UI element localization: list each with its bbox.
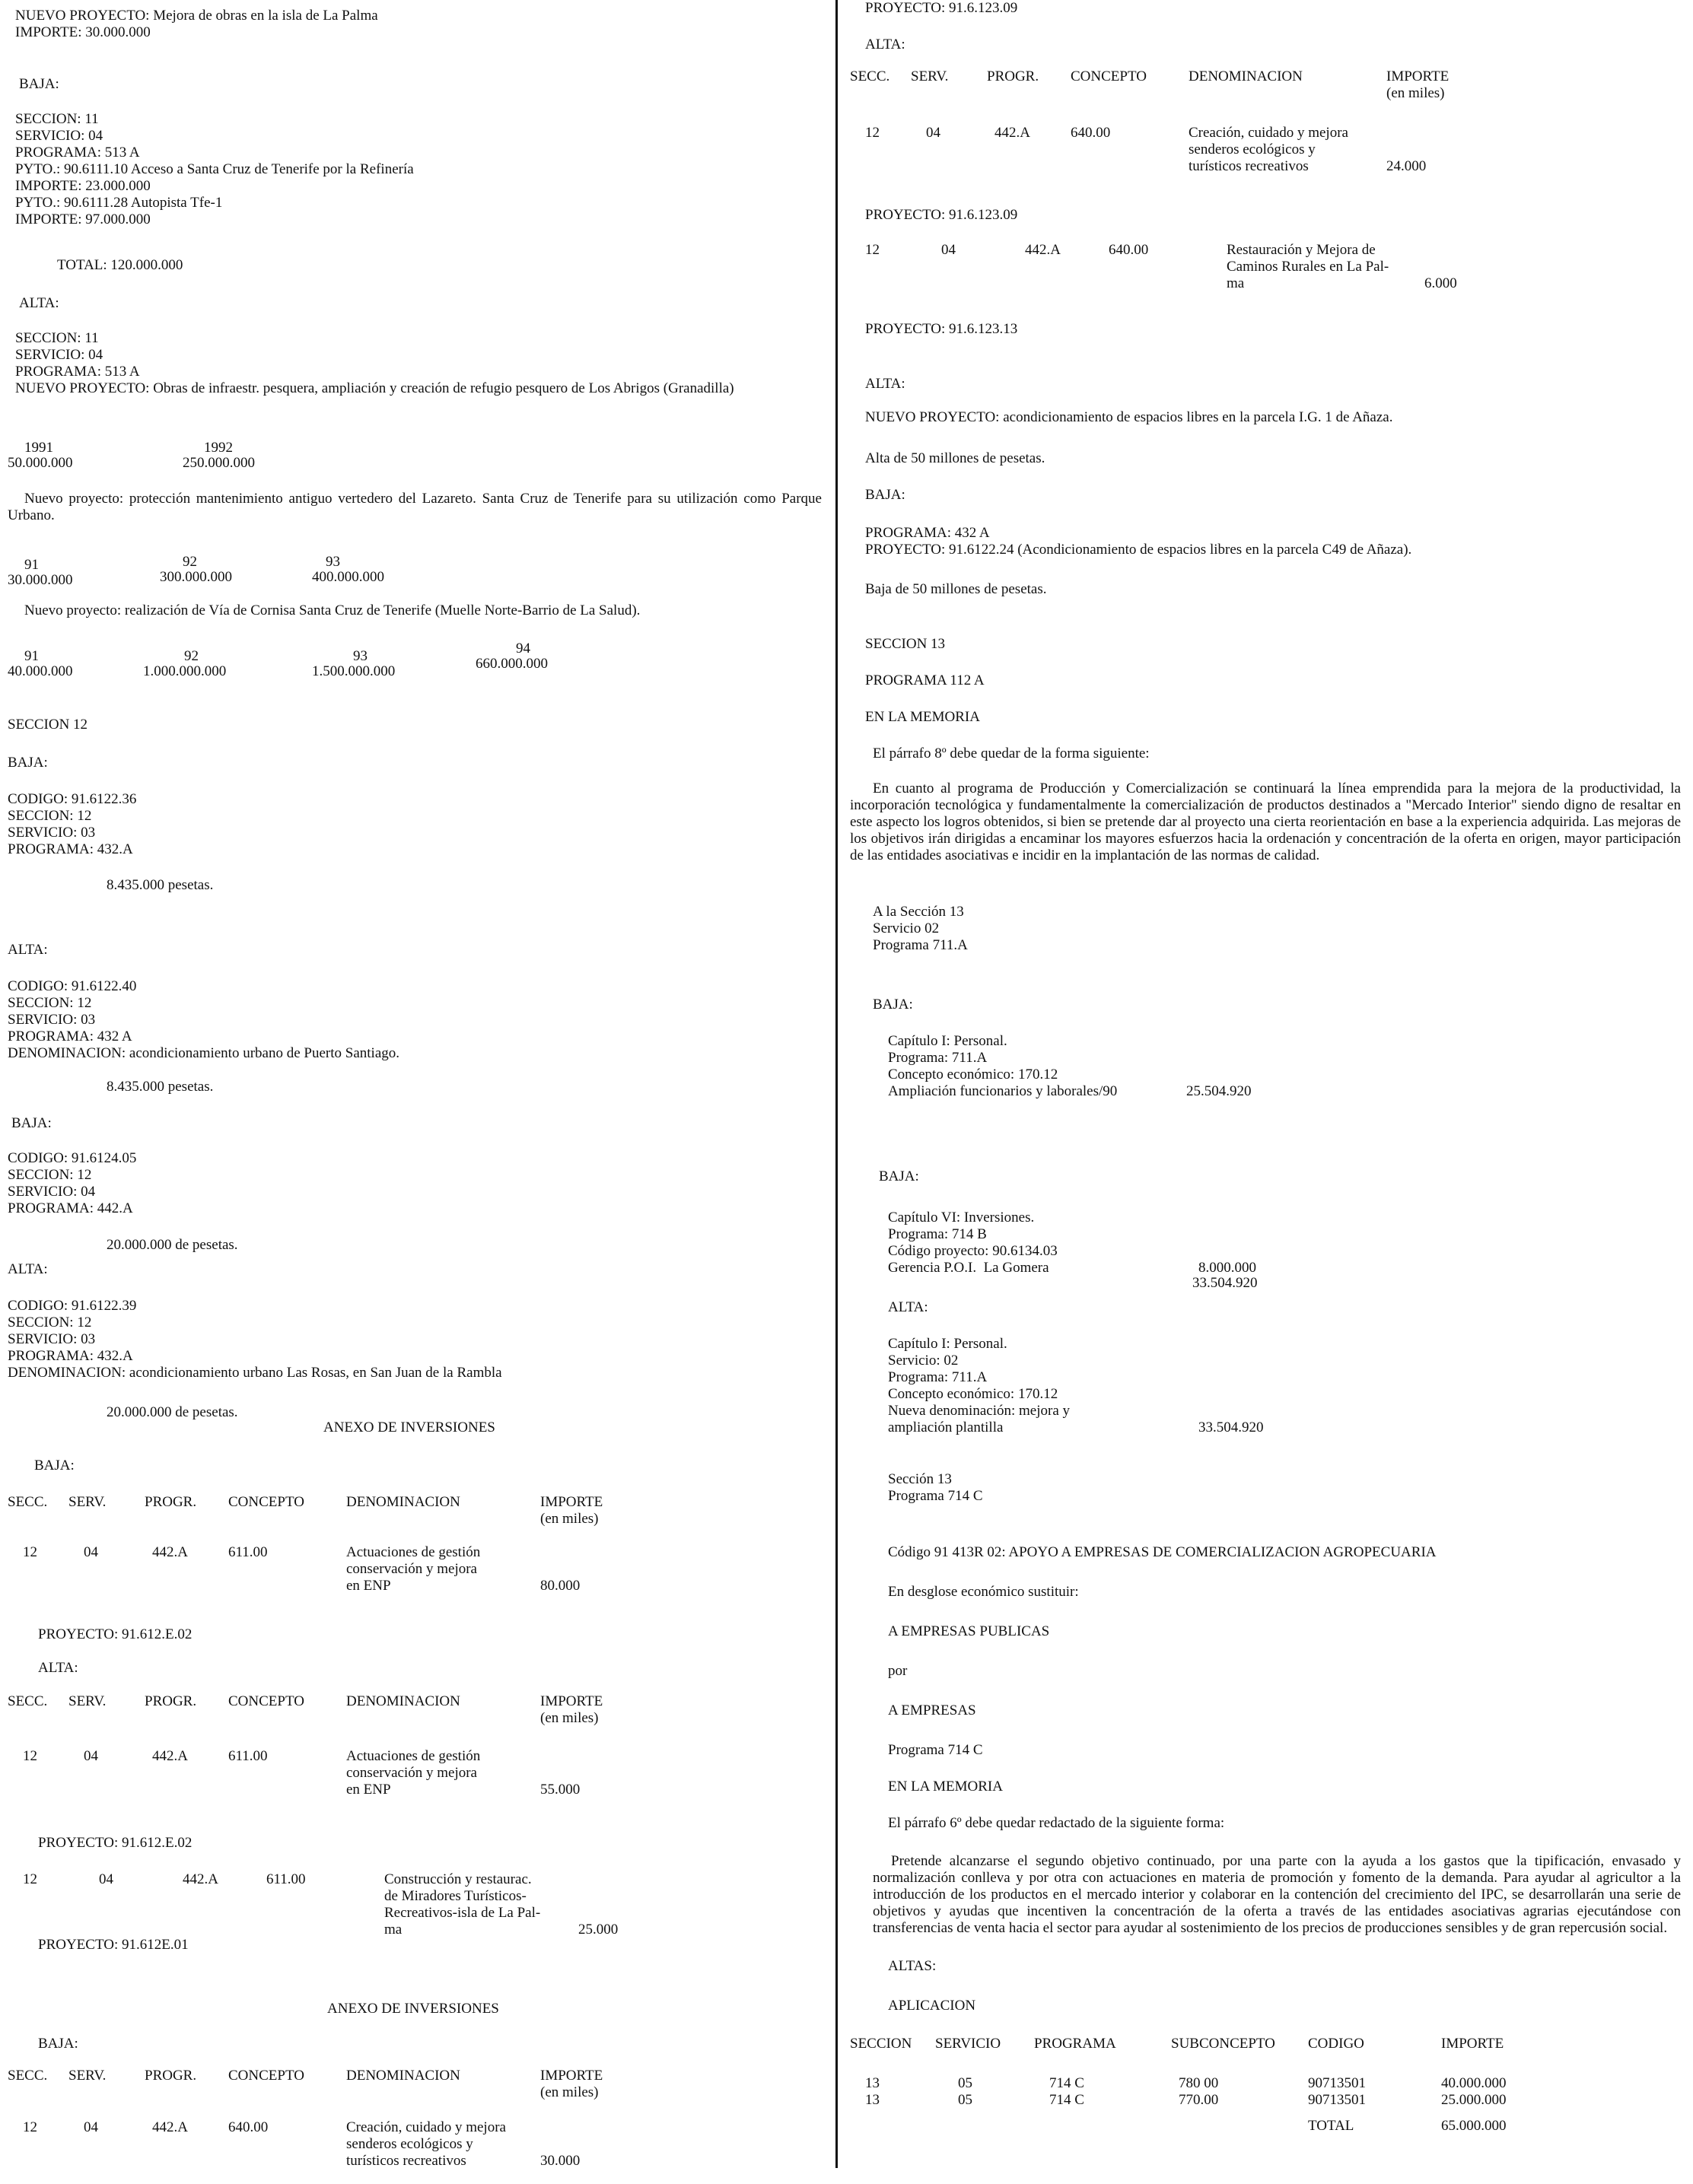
baja-line: IMPORTE: 23.000.000 (15, 178, 151, 194)
year-amount: 30.000.000 (8, 572, 73, 588)
total-value: 65.000.000 (1441, 2118, 1507, 2134)
memoria-heading: EN LA MEMORIA (888, 1779, 1003, 1795)
baja-line: CODIGO: 91.6124.05 (8, 1150, 137, 1166)
alta-line: SERVICIO: 03 (8, 1331, 96, 1347)
anaza-alta-line: NUEVO PROYECTO: acondicionamiento de espacios libres en la parcela I.G. 1 de Añaza. (865, 409, 1393, 425)
amount-line: 8.435.000 pesetas. (107, 1079, 214, 1095)
baja-line: PROGRAMA: 432.A (8, 841, 133, 857)
alta-line: SERVICIO: 03 (8, 1012, 96, 1028)
baja-line: PYTO.: 90.6111.28 Autopista Tfe-1 (15, 195, 223, 211)
baja-heading: BAJA: (19, 76, 59, 92)
amount-line: 20.000.000 de pesetas. (107, 1404, 238, 1420)
proyecto-line: PROYECTO: 91.612.E.02 (38, 1835, 193, 1851)
year-amount: 250.000.000 (183, 455, 255, 471)
anaza-alta-amount: Alta de 50 millones de pesetas. (865, 450, 1045, 466)
baja-heading: BAJA: (11, 1115, 52, 1131)
alta-line: SERVICIO: 04 (15, 347, 103, 363)
baja-line: Programa: 714 B (888, 1226, 987, 1242)
year-amount: 50.000.000 (8, 455, 73, 471)
header-subconcepto: SUBCONCEPTO (1171, 2036, 1275, 2052)
header-importe: IMPORTE (1441, 2036, 1504, 2052)
header-codigo: CODIGO (1308, 2036, 1364, 2052)
alta-line: Nueva denominación: mejora y (888, 1403, 1071, 1419)
aplicacion-table (850, 2036, 1555, 2135)
alta-line: PROGRAMA: 432 A (8, 1028, 132, 1044)
proyecto-line: PROYECTO: 91.6.123.09 (865, 0, 1018, 16)
investment-table-alta: SECC. SERV. PROGR. CONCEPTO DENOMINACION IMPORTE (en miles) 12 04 442.A 611.00 Actuaciones de gestión conservación y mejora en ENP 55.000 (8, 1693, 639, 1798)
total-label: TOTAL (1308, 2118, 1354, 2134)
alta-heading: ALTA: (38, 1660, 78, 1676)
alta-heading: ALTA: (865, 376, 905, 392)
header-importe: IMPORTE (en miles) (540, 1494, 603, 1527)
year-label: 91 (24, 557, 39, 573)
baja-line: SECCION: 11 (15, 111, 99, 127)
proyecto-line: PROYECTO: 91.612.E.02 (38, 1626, 193, 1642)
cornisa-paragraph: Nuevo proyecto: realización de Vía de Cornisa Santa Cruz de Tenerife (Muelle Norte-Barrio de La Salud). (24, 602, 641, 618)
section-line: Programa 714 C (888, 1488, 983, 1504)
year-amount: 300.000.000 (160, 569, 232, 585)
section-heading: SECCION 13 (865, 636, 946, 652)
paragraph-8: En cuanto al programa de Producción y Comercialización se continuará la línea emprendida para la mejora de la productividad, la incorporación tecnológica y fundamentalmente la comercialización de productos destinados a "Mercado Interior" siendo digno de resaltar en este aspecto los logros obtenidos, si bien se pretende dar al proyecto una cierta reorientación en base a la experiencia adquirida. Las mejoras de los objetivos irán dirigidas a encaminar los mayores esfuerzos hacia la ordenación y concentración de la oferta en origen, mayor participación de las entidades asociativas e incidir en la implantación de las normas de calidad. (850, 780, 1681, 863)
header-serv: SERV. (68, 1494, 107, 1510)
alta-line: DENOMINACION: acondicionamiento urbano de Puerto Santiago. (8, 1045, 400, 1061)
alta-heading: ALTA: (8, 1261, 48, 1277)
baja-line: SECCION: 12 (8, 1167, 92, 1183)
section-line: Sección 13 (888, 1471, 952, 1487)
investment-table-alta-right-2 (850, 242, 1523, 292)
baja-line: SERVICIO: 03 (8, 825, 96, 841)
table-row: 12 04 442.A 611.00 Construcción y restaurac. de Miradores Turísticos- Recreativos-isla de La Pal- ma 25.000 (23, 1871, 619, 1938)
alta-heading: ALTA: (888, 1299, 928, 1315)
baja-amount-total: 33.504.920 (1192, 1275, 1258, 1291)
section-line: A la Sección 13 (873, 904, 964, 920)
memoria-heading: EN LA MEMORIA (865, 709, 980, 725)
section-heading: SECCION 12 (8, 717, 88, 733)
total-row (850, 2118, 1555, 2135)
baja-heading: BAJA: (8, 755, 48, 771)
year-amount: 1.000.000.000 (143, 663, 227, 679)
proyecto-line: PROYECTO: 91.612E.01 (38, 1937, 189, 1953)
lazareto-paragraph: Nuevo proyecto: protección mantenimiento antiguo vertedero del Lazareto. Santa Cruz de Tenerife para su utilización como Parque Urbano. (8, 491, 822, 523)
baja-heading: BAJA: (865, 487, 905, 503)
table-row: 12 04 442.A 611.00 Actuaciones de gestión conservación y mejora en ENP 55.000 (23, 1748, 581, 1798)
alta-heading: ALTA: (8, 942, 48, 958)
baja-heading: BAJA: (873, 997, 913, 1013)
alta-line: SECCION: 12 (8, 995, 92, 1011)
baja-line: Programa: 711.A (888, 1050, 988, 1066)
program-heading: Programa 714 C (888, 1742, 983, 1758)
header-seccion: SECCION (850, 2036, 912, 2052)
alta-line: SECCION: 11 (15, 330, 99, 346)
column-divider (835, 0, 838, 2168)
table-row: 12 04 442.A 640.00 Creación, cuidado y mejora senderos ecológicos y turísticos recreativos 24.000 (865, 125, 1427, 174)
year-amount: 660.000.000 (476, 656, 548, 672)
year-label: 91 (24, 648, 39, 664)
year-label: 93 (353, 648, 368, 664)
baja-amount: 25.504.920 (1186, 1083, 1252, 1099)
year-label: 1991 (24, 440, 53, 456)
baja-line: IMPORTE: 97.000.000 (15, 211, 151, 227)
anaza-baja-line: PROGRAMA: 432 A (865, 525, 990, 541)
baja-line: Concepto económico: 170.12 (888, 1067, 1058, 1082)
anexo-heading: ANEXO DE INVERSIONES (323, 1419, 495, 1435)
codigo-heading: Código 91 413R 02: APOYO A EMPRESAS DE COMERCIALIZACION AGROPECUARIA (888, 1544, 1437, 1560)
alta-line: Capítulo I: Personal. (888, 1336, 1007, 1352)
investment-table-alta-right: SECC. SERV. PROGR. CONCEPTO DENOMINACION IMPORTE (en miles) 12 04 442.A 640.00 Creación, cuidado y mejora senderos ecológicos y turísticos recreativos 24.000 (850, 68, 1485, 175)
baja-line: Ampliación funcionarios y laborales/90 (888, 1083, 1118, 1099)
alta-line: ampliación plantilla (888, 1419, 1004, 1435)
altas-heading: ALTAS: (888, 1958, 937, 1974)
empresas-line: A EMPRESAS (888, 1702, 976, 1718)
investment-table-baja-2: SECC. SERV. PROGR. CONCEPTO DENOMINACION IMPORTE (en miles) 12 04 442.A 640.00 Creación, cuidado y mejora senderos ecológicos y turísticos recreativos 30.000 (8, 2068, 639, 2170)
table-row: 12 04 442.A 640.00 Restauración y Mejora de Caminos Rurales en La Pal- ma 6.000 (865, 242, 1457, 291)
baja-line: SERVICIO: 04 (15, 128, 103, 144)
baja-line: SECCION: 12 (8, 808, 92, 824)
baja-line: PROGRAMA: 513 A (15, 145, 140, 161)
header-servicio: SERVICIO (935, 2036, 1001, 2052)
baja-line: PYTO.: 90.6111.10 Acceso a Santa Cruz de Tenerife por la Refinería (15, 161, 414, 177)
alta-line: Programa: 711.A (888, 1369, 988, 1385)
year-label: 93 (326, 554, 340, 570)
baja-line: SERVICIO: 04 (8, 1184, 96, 1200)
nuevo-proyecto-abrigos: NUEVO PROYECTO: Obras de infraestr. pesquera, ampliación y creación de refugio pesquero de Los Abrigos (Granadilla) (15, 380, 734, 396)
program-heading: PROGRAMA 112 A (865, 672, 985, 688)
header-concepto: CONCEPTO (228, 1494, 304, 1510)
baja-heading: BAJA: (879, 1168, 919, 1184)
anaza-baja-line: PROYECTO: 91.6122.24 (Acondicionamiento de espacios libres en la parcela C49 de Añaza). (865, 542, 1412, 558)
anexo-heading: ANEXO DE INVERSIONES (327, 2001, 499, 2017)
table-row: 12 04 442.A 640.00 Creación, cuidado y mejora senderos ecológicos y turísticos recreativos 30.000 (23, 2119, 581, 2169)
table-row: 12 04 442.A 611.00 Actuaciones de gestión conservación y mejora en ENP 80.000 (23, 1544, 581, 1594)
table-row: 13 05 714 C 780 00 90713501 40.000.000 (865, 2075, 1507, 2091)
baja-line: CODIGO: 91.6122.36 (8, 791, 137, 807)
proyecto-line: PROYECTO: 91.6.123.13 (865, 321, 1018, 337)
section-line: Servicio 02 (873, 920, 940, 936)
year-amount: 40.000.000 (8, 663, 73, 679)
baja-heading: BAJA: (34, 1458, 75, 1473)
desglose-line: En desglose económico sustituir: (888, 1584, 1079, 1600)
aplicacion-heading: APLICACION (888, 1998, 976, 2014)
baja-heading: BAJA: (38, 2036, 78, 2052)
section-line: Programa 711.A (873, 937, 968, 953)
year-label: 94 (516, 641, 530, 656)
baja-amount: 8.000.000 (1198, 1260, 1256, 1276)
amount-line: 20.000.000 de pesetas. (107, 1237, 238, 1253)
year-amount: 1.500.000.000 (312, 663, 396, 679)
alta-heading: ALTA: (865, 37, 905, 52)
alta-line: CODIGO: 91.6122.39 (8, 1298, 137, 1314)
proyecto-line: PROYECTO: 91.6.123.09 (865, 207, 1018, 223)
alta-line: PROGRAMA: 513 A (15, 364, 140, 380)
empresas-publicas: A EMPRESAS PUBLICAS (888, 1623, 1050, 1639)
alta-line: Servicio: 02 (888, 1353, 959, 1369)
year-label: 92 (184, 648, 199, 664)
year-amount: 400.000.000 (312, 569, 384, 585)
investment-table-baja (8, 1494, 639, 1594)
year-label: 92 (183, 554, 197, 570)
alta-line: PROGRAMA: 432.A (8, 1348, 133, 1364)
baja-line: Capítulo VI: Inversiones. (888, 1210, 1035, 1226)
alta-line: CODIGO: 91.6122.40 (8, 978, 137, 994)
baja-line: Gerencia P.O.I. La Gomera (888, 1260, 1049, 1276)
intro-line: NUEVO PROYECTO: Mejora de obras en la isla de La Palma (15, 8, 378, 24)
intro-line: IMPORTE: 30.000.000 (15, 24, 151, 40)
year-label: 1992 (204, 440, 233, 456)
alta-amount: 33.504.920 (1198, 1419, 1264, 1435)
total-line: TOTAL: 120.000.000 (57, 257, 183, 273)
header-progr: PROGR. (145, 1494, 197, 1510)
paragraph-6: Pretende alcanzarse el segundo objetivo continuado, por una parte con la ayuda a los gastos que la tipificación, envasado y normalización conlleva y por otra con actuaciones en materia de promoción y fomento de la demanda. Para ayudar al agricultor a la introducción de los productos en el mercado interior y colaborar en la contención del crecimiento del IPC, se desarrollarán una serie de objetivos y ayudas que incentiven la concentración de la oferta a través de las entidades asociativas agrarias ejecutándose con transferencias de venta hacia el sector para ayudar al sostenimiento de los precios de producciones sensibles y de gran repercusión social. (873, 1853, 1681, 1936)
alta-heading: ALTA: (19, 295, 59, 311)
header-denominacion: DENOMINACION (346, 1494, 460, 1510)
header-programa: PROGRAMA (1034, 2036, 1116, 2052)
anaza-baja-amount: Baja de 50 millones de pesetas. (865, 581, 1047, 597)
parrafo-instruction: El párrafo 6º debe quedar redactado de la siguiente forma: (888, 1815, 1225, 1831)
alta-line: SECCION: 12 (8, 1315, 92, 1330)
investment-table-alta-2 (8, 1871, 677, 1938)
header-secc: SECC. (8, 1494, 48, 1510)
baja-line: Código proyecto: 90.6134.03 (888, 1243, 1058, 1259)
baja-line: Capítulo I: Personal. (888, 1033, 1007, 1049)
table-row: 13 05 714 C 770.00 90713501 25.000.000 (865, 2092, 1507, 2108)
alta-line: Concepto económico: 170.12 (888, 1386, 1058, 1402)
por-line: por (888, 1663, 908, 1679)
alta-line: DENOMINACION: acondicionamiento urbano Las Rosas, en San Juan de la Rambla (8, 1365, 502, 1381)
parrafo-instruction: El párrafo 8º debe quedar de la forma siguiente: (873, 745, 1150, 761)
baja-line: PROGRAMA: 442.A (8, 1200, 133, 1216)
amount-line: 8.435.000 pesetas. (107, 877, 214, 893)
